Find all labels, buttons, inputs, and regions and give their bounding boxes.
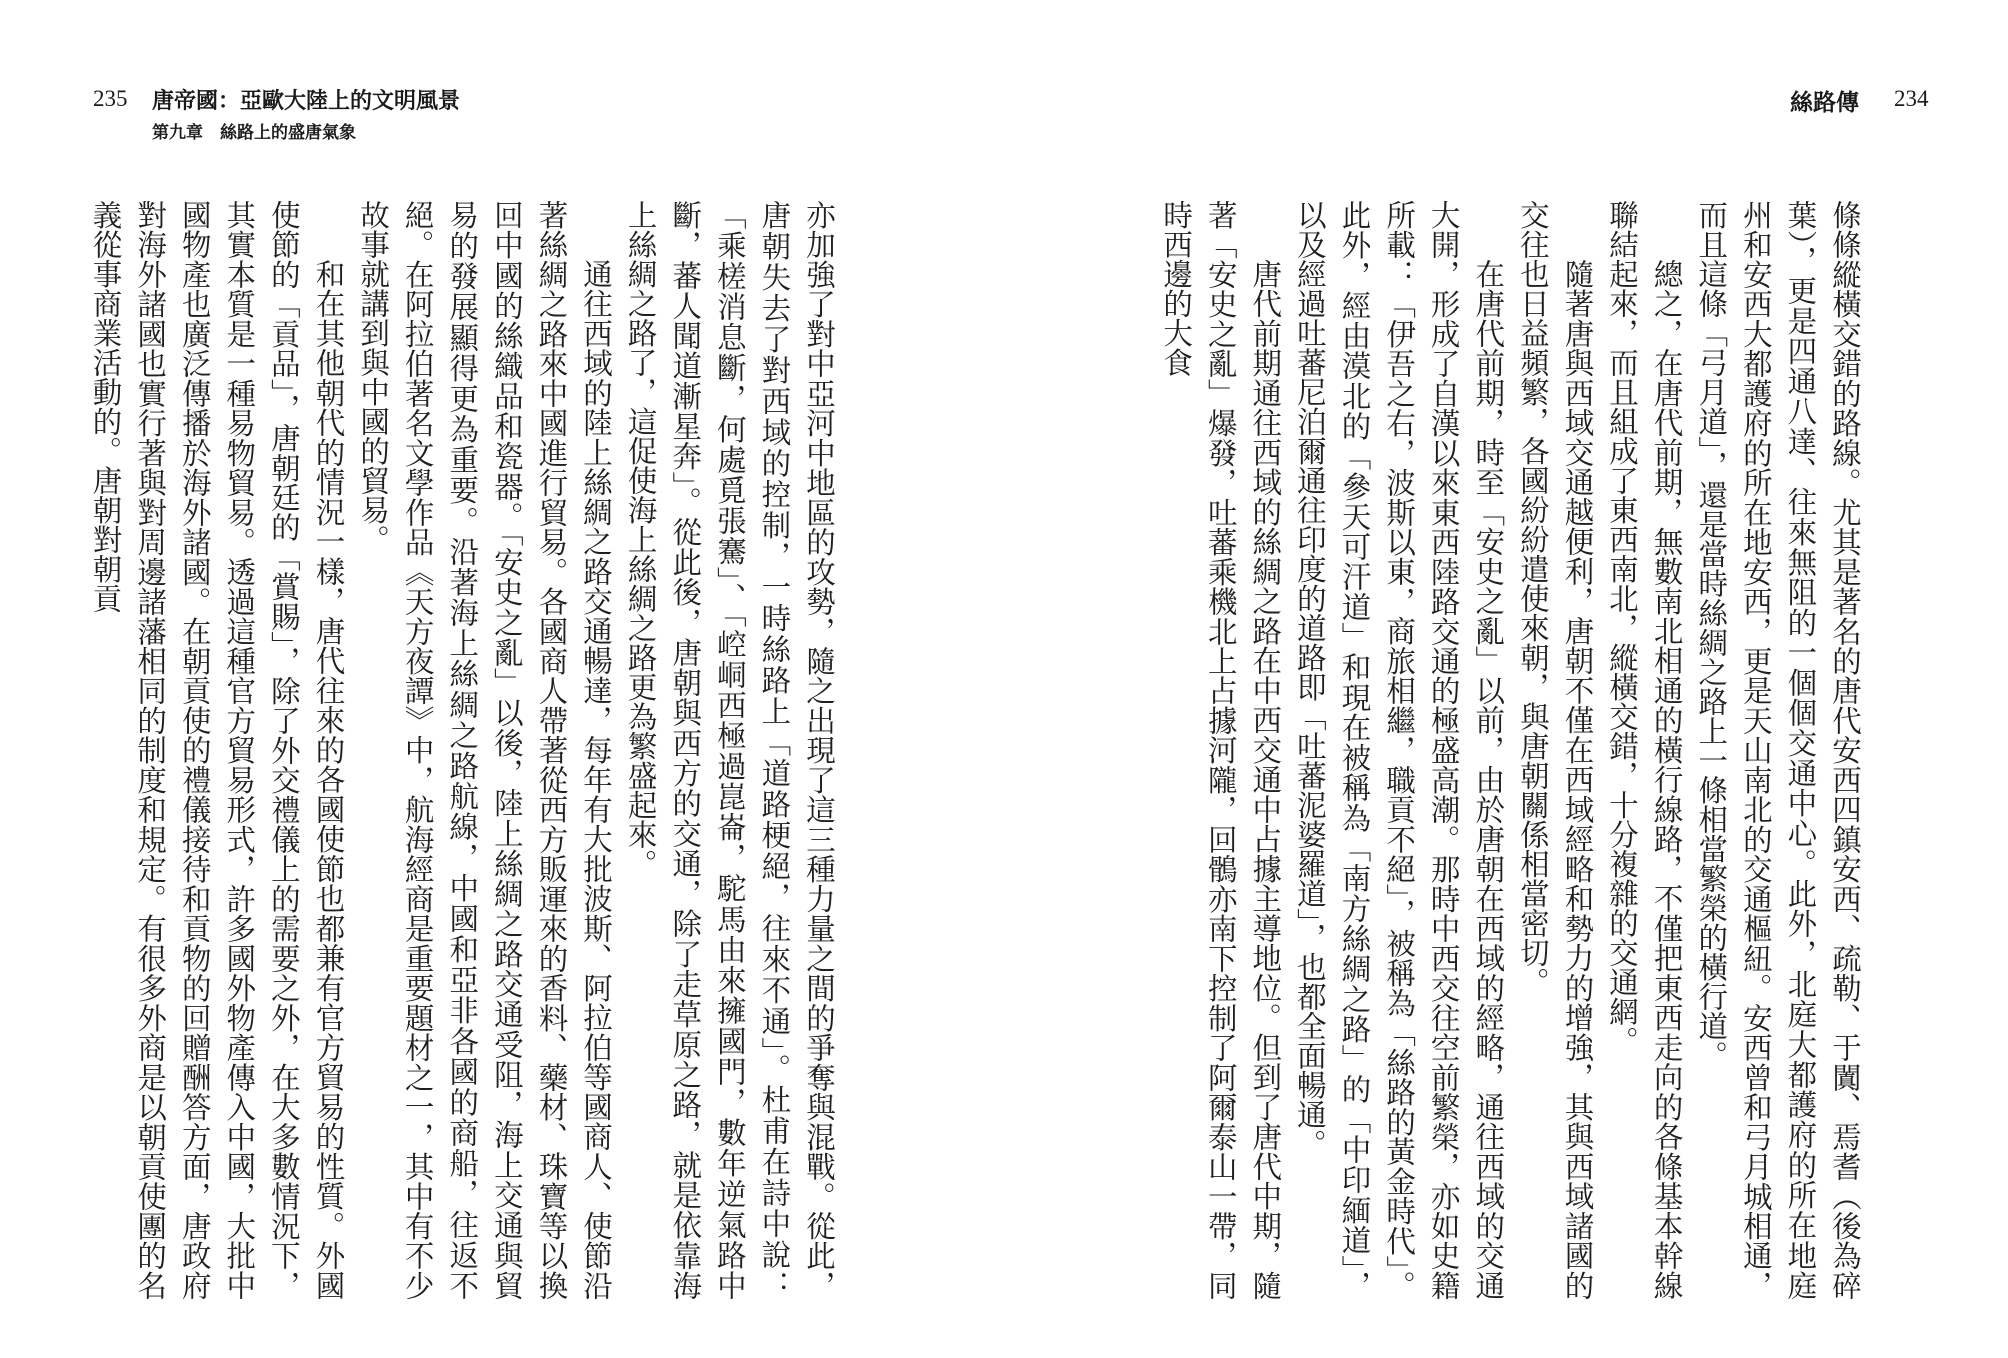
body-paragraph: 總之，在唐代前期，無數南北相通的橫行線路，不僅把東西走向的各條基本幹線聯結起來，而且組成了東西南北，縱橫交錯，十分複雜的交通網。 bbox=[1605, 200, 1684, 1300]
body-paragraph: 唐代前期通往西域的絲綢之路在中西交通中占據主導地位。但到了唐代中期，隨著「安史之亂」爆發，吐蕃乘機北上占據河隴，回鶻亦南下控制了阿爾泰山一帶，同時西邊的大食 bbox=[1159, 200, 1283, 1300]
body-paragraph: 亦加強了對中亞河中地區的攻勢，隨之出現了這三種力量之間的爭奪與混戰。從此，唐朝失去了對西域的控制，一時絲路上「道路梗絕，往來不通」。杜甫在詩中說：「乘槎消息斷，何處覓張騫」、「崆峒西極過崑崙，駝馬由來擁國門，數年逆氣路中斷，蕃人聞道漸星奔」。從此後，唐朝與西方的交通，除了走草原之路，就是依靠海上絲綢之路了，這促使海上絲綢之路更為繁盛起來。 bbox=[623, 200, 836, 1300]
body-paragraph: 隨著唐與西域交通越便利，唐朝不僅在西域經略和勢力的增強，其與西域諸國的交往也日益頻繁，各國紛紛遣使來朝，與唐朝關係相當密切。 bbox=[1515, 200, 1595, 1300]
right-running-book-title: 絲路傳 bbox=[1790, 90, 1859, 116]
body-paragraph: 和在其他朝代的情況一樣，唐代往來的各國使節也都兼有官方貿易的性質。外國使節的「貢品」，唐朝廷的「賞賜」，除了外交禮儀上的需要之外，在大多數情況下，其實本質是一種易物貿易。透過這種官方貿易形式，許多國外物產傳入中國，大批中國物產也廣泛傳播於海外諸國。在朝貢使的禮儀接待和貢物的回贈酬答方面，唐政府對海外諸國也實行著與對周邊諸藩相同的制度和規定。有很多外商是以朝貢使團的名義從事商業活動的。唐朝對朝貢 bbox=[88, 200, 346, 1300]
left-page-number: 235 bbox=[93, 86, 128, 111]
left-page-body bbox=[88, 200, 841, 1300]
left-running-book-title: 唐帝國：亞歐大陸上的文明風景 bbox=[152, 89, 461, 114]
body-paragraph: 條條縱橫交錯的路線。尤其是著名的唐代安西四鎮安西、疏勒、于闐、焉耆（後為碎葉），更是四通八達、往來無阻的一個個交通中心。此外，北庭大都護府的所在地庭州和安西大都護府的所在地安西，更是天山南北的交通樞紐。安西曾和弓月城相通，而且這條「弓月道」，還是當時絲綢之路上一條相當繁榮的橫行道。 bbox=[1694, 200, 1862, 1300]
right-page-body bbox=[1159, 200, 1867, 1300]
body-paragraph: 在唐代前期，時至「安史之亂」以前，由於唐朝在西域的經略，通往西域的交通大開，形成了自漢以來東西陸路交通的極盛高潮。那時中西交往空前繁榮，亦如史籍所載：「伊吾之右，波斯以東，商旅相繼，職貢不絕」，被稱為「絲路的黃金時代」。此外，經由漠北的「參天可汗道」和現在被稱為「南方絲綢之路」的「中印緬道」，以及經過吐蕃尼泊爾通往印度的道路即「吐蕃泥婆羅道」，也都全面暢通。 bbox=[1292, 200, 1506, 1300]
left-running-chapter-title: 第九章 絲路上的盛唐氣象 bbox=[152, 123, 356, 143]
body-paragraph: 通往西域的陸上絲綢之路交通暢達，每年有大批波斯、阿拉伯等國商人、使節沿著絲綢之路來中國進行貿易。各國商人帶著從西方販運來的香料、藥材、珠寶等以換回中國的絲織品和瓷器。「安史之亂」以後，陸上絲綢之路交通受阻，海上交通與貿易的發展顯得更為重要。沿著海上絲綢之路航線，中國和亞非各國的商船，往返不絕。在阿拉伯著名文學作品《天方夜譚》中，航海經商是重要題材之一，其中有不少故事就講到與中國的貿易。 bbox=[356, 200, 614, 1300]
right-page-number: 234 bbox=[1894, 86, 1929, 111]
